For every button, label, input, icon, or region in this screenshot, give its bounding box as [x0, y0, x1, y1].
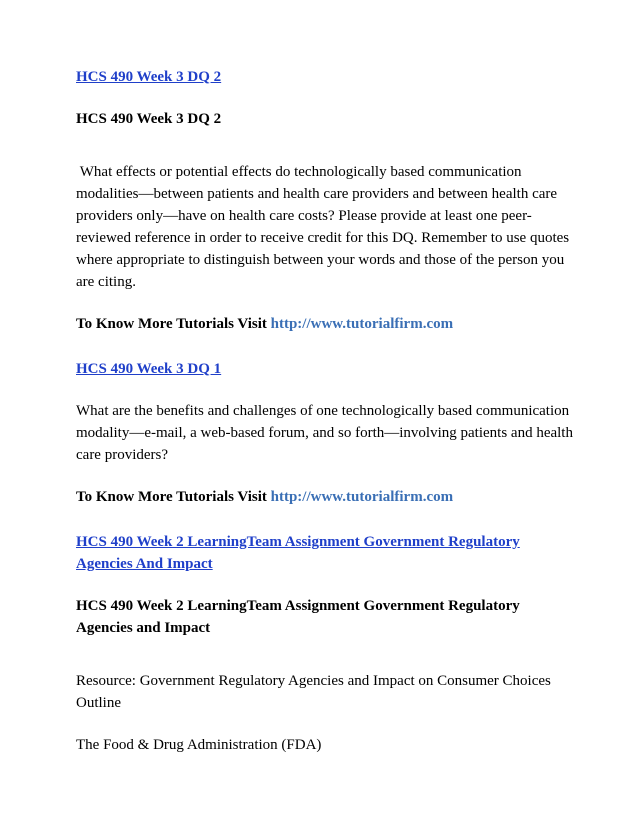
link-hcs-490-week-3-dq-2[interactable]: HCS 490 Week 3 DQ 2 [76, 69, 222, 85]
link-hcs-490-week-2-learningteam-assignment[interactable]: HCS 490 Week 2 LearningTeam Assignment Government Regulatory Agencies And Impact [76, 534, 520, 572]
fda-line: The Food & Drug Administration (FDA) [76, 737, 322, 753]
link-hcs-490-week-3-dq-1[interactable]: HCS 490 Week 3 DQ 1 [76, 361, 222, 377]
heading-hcs-490-week-3-dq-2: HCS 490 Week 3 DQ 2 [76, 111, 222, 127]
question-text-dq-2: What effects or potential effects do technologically based communication modalities—between patients and health care providers and between health care providers only—have on health care costs? Please provide at least one peer-reviewed reference in order to receive credit for this DQ. Remember to use quotes where appropriate to distinguish between your words and those of the person you are citing. [76, 164, 573, 290]
resource-text: Resource: Government Regulatory Agencies and Impact on Consumer Choices Outline [76, 673, 551, 711]
visit-line-1 [76, 313, 576, 335]
document-page [76, 66, 576, 756]
question-text-dq-1: What are the benefits and challenges of one technologically based communication modality—e-mail, a web-based forum, and so forth—involving patients and health care providers? [76, 403, 573, 463]
visit-line-2 [76, 486, 576, 508]
heading-hcs-490-week-2-learningteam-assignment: HCS 490 Week 2 LearningTeam Assignment Government Regulatory Agencies and Impact [76, 598, 520, 636]
visit-label: To Know More Tutorials Visit [76, 316, 267, 332]
visit-label: To Know More Tutorials Visit [76, 489, 267, 505]
tutorial-site-link[interactable]: http://www.tutorialfirm.com [270, 489, 454, 505]
tutorial-site-link[interactable]: http://www.tutorialfirm.com [270, 316, 454, 332]
